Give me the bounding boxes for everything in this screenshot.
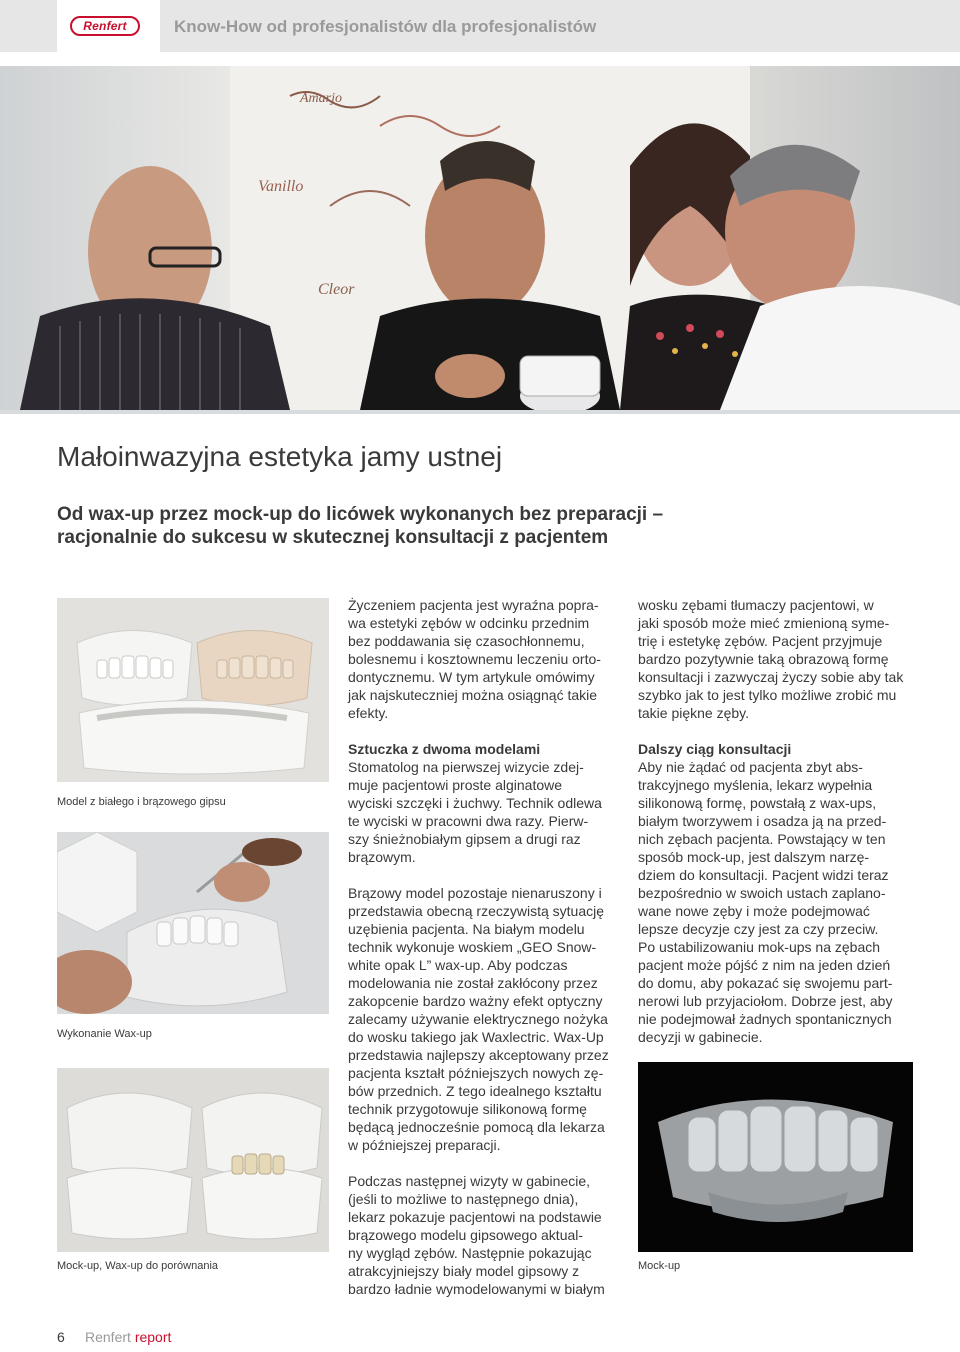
header-title: Know-How od profesjonalistów dla profesjonalistów <box>174 17 597 36</box>
article-subtitle: Od wax-up przez mock-up do licówek wykonanych bez preparacji – racjonalnie do sukcesu w skutecznej konsultacji z pacjentem <box>57 504 664 548</box>
renfert-logo <box>70 16 140 36</box>
whiteboard-text: Cleor <box>318 281 355 298</box>
whiteboard-text: Vanillo <box>258 178 304 195</box>
section-heading-consultation: Dalszy ciąg konsultacji <box>638 741 792 757</box>
plaster-models-photo <box>57 598 329 782</box>
body-paragraph: Aby nie żądać od pacjenta zbyt abs- trakcyjnego myślenia, lekarz wypełnia silikonową formę, powstałą z wax-ups, białym tworzywem i osadza ją na przed- nich zębach pacjenta. Powstający w ten sposób mock-up, jest dalszym narzę- dziem do konsultacji. Pacjent widzi teraz bezpośrednio w swoich ustach zaplano- wane nowe zęby i może podejmować lepsze decyzje czy jest za czy przeciw. Po ustabilizowaniu mok-ups na zębach pacjent może pójść z nim na jeden dzień do domu, aby pokazać się swojemu part- nerowi lub przyjaciołom. Dobrze jest, aby nie podejmował żadnych spontanicznych decyzji w gabinecie. <box>638 759 893 1045</box>
body-paragraph: Brązowy model pozostaje nienaruszony i przedstawia obecną rzeczywistą sytuację uzębienia pacjenta. Na białym modelu technik wykonuje woskiem „GEO Snow- white opak L” wax-up. Aby podczas modelowania nie został zakłócony przez zakopcenie bardzo ważny efekt optyczny zalecamy używanie elektrycznego nożyka do wosku takiego jak Waxlectric. Wax-Up przedstawia najlepszy akceptowany przez pacjenta kształt późniejszych nowych zę- bów przednich. Z tego idealnego kształtu technik przygotowuje silikonową formę będącą jednocześnie pomocą dla lekarza w późniejszej preparacji. <box>348 885 609 1153</box>
intro-paragraph: Życzeniem pacjenta jest wyraźna popra- wa estetyki zębów w odcinku przednim bez poddawania się czasochłonnemu, bolesnemu i kosztownemu leczeniu orto- dontycznemu. W tym artykule omówimy jak najskuteczniej można osiągnąć takie efekty. <box>348 597 601 721</box>
caption-mockup-waxup: Mock-up, Wax-up do porównania <box>57 1260 219 1272</box>
wax-up-photo <box>57 832 329 1014</box>
body-paragraph: Stomatolog na pierwszej wizycie zdej- muje pacjentowi proste alginatowe wyciski szczęki i żuchwy. Technik odlewa te wyciski w pracowni dwa razy. Pierw- szy śnieżnobiałym gipsem a drugi raz brązowym. <box>348 759 602 865</box>
caption-plaster-models: Model z białego i brązowego gipsu <box>57 796 226 808</box>
article-title: Małoinwazyjna estetyka jamy ustnej <box>57 441 503 472</box>
hero-illustration <box>0 66 960 410</box>
logo-text: Renfert <box>83 19 127 33</box>
caption-wax-up: Wykonanie Wax-up <box>57 1028 152 1040</box>
mockup-photo <box>638 1062 913 1252</box>
body-paragraph: wosku zębami tłumaczy pacjentowi, w jaki sposób może mieć zmienioną syme- trię i estetykę zębów. Pacjent przyjmuje bardzo pozytywnie taką obrazową formę konsultacji i zazwyczaj życzy sobie aby tak szybko jak to jest tylko możliwe zrobić mu takie piękne zęby. <box>638 597 904 721</box>
header-left-block <box>0 0 57 52</box>
hero-bottom-strip <box>0 410 960 414</box>
mockup-waxup-comparison-photo <box>57 1068 329 1252</box>
page-number: 6 <box>57 1329 65 1345</box>
hero-photo <box>0 66 960 410</box>
footer-brand <box>85 1329 171 1345</box>
section-heading-two-models: Sztuczka z dwoma modelami <box>348 741 541 757</box>
body-paragraph: Podczas następnej wizyty w gabinecie, (jeśli to możliwe to następnego dnia), lekarz pokazuje pacjentowi na podstawie brązowego modelu gipsowego aktual- ny wygląd zębów. Następnie pokazując atrakcyjniejszy biały model gipsowy z bardzo ładnie wymodelowanymi w białym <box>348 1173 605 1297</box>
caption-mockup: Mock-up <box>638 1260 681 1272</box>
whiteboard-text: Amarjo <box>300 91 342 106</box>
footer-brand-suffix: report <box>134 1329 172 1345</box>
text-column-3 <box>638 596 918 1046</box>
text-column-2 <box>348 596 623 1298</box>
footer-brand-name: Renfert <box>85 1329 131 1345</box>
